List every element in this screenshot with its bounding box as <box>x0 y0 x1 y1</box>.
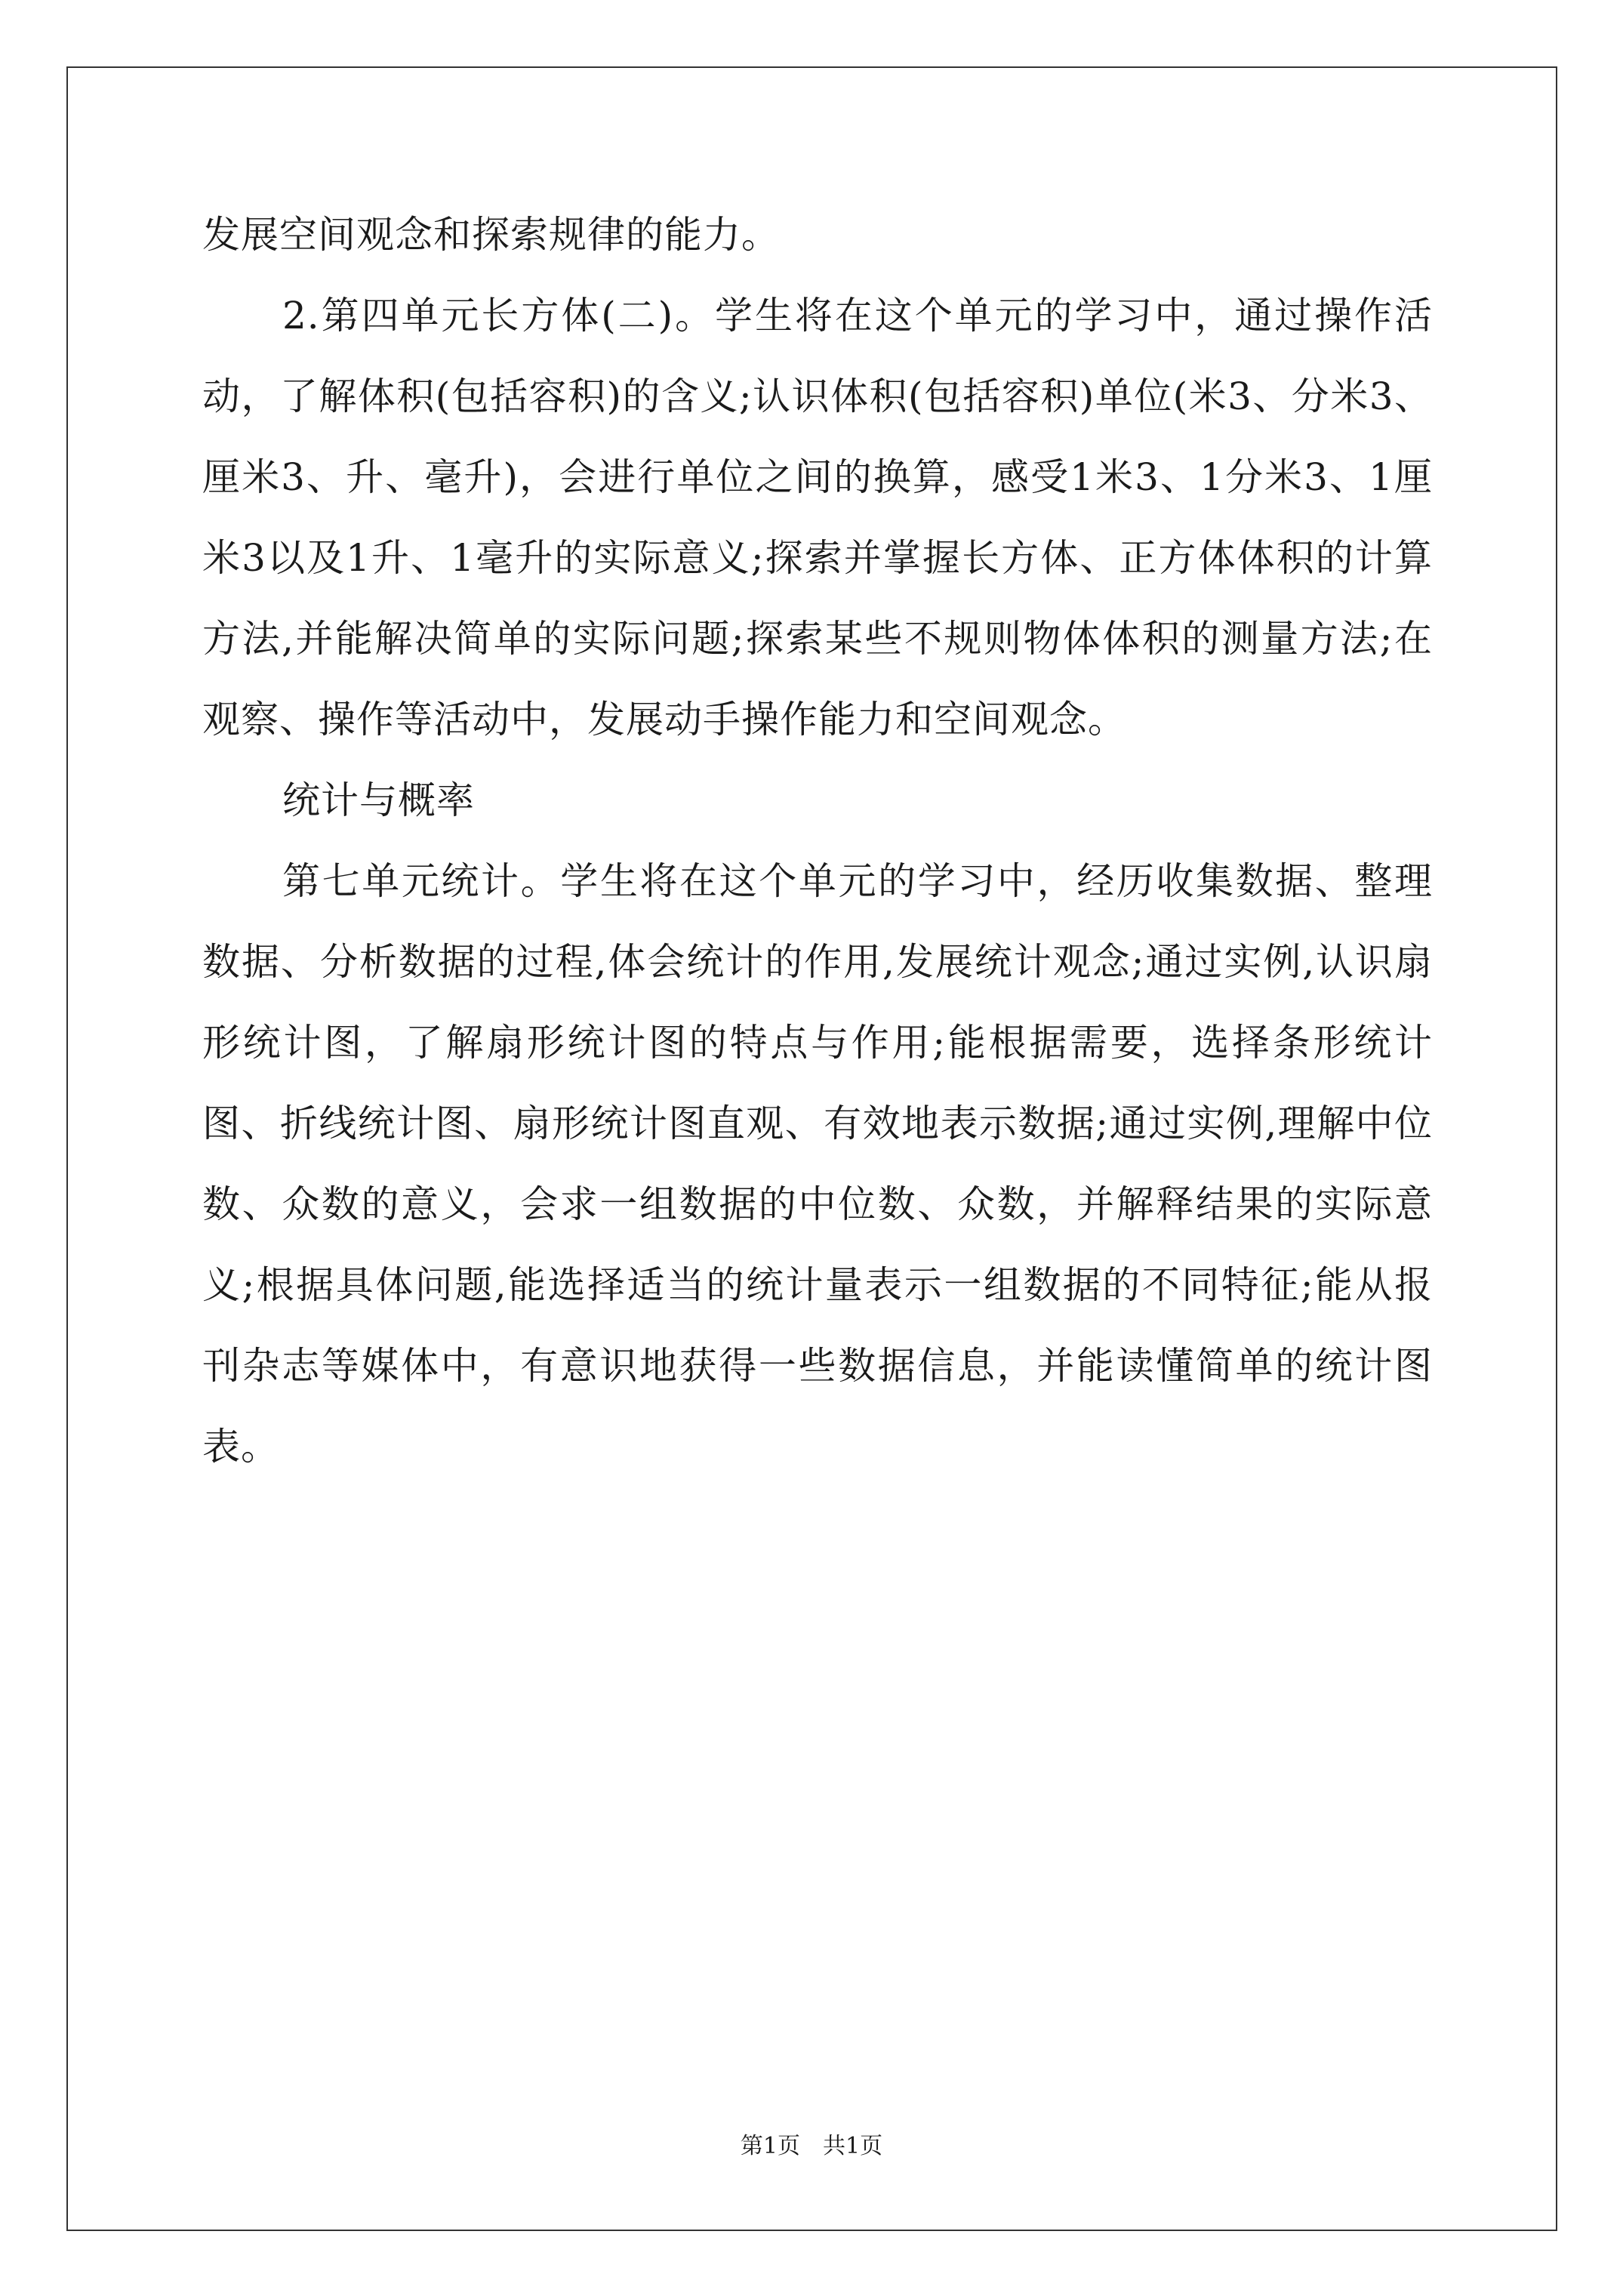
paragraph-intro-continuation: 发展空间观念和探索规律的能力。 <box>202 213 780 257</box>
document-body <box>202 195 1433 1487</box>
page-number-footer: 第1页 共1页 <box>740 2133 883 2159</box>
paragraph-unit-seven: 第七单元统计。学生将在这个单元的学习中，经历收集数据、整理数据、分析数据的过程,体会统计的作用,发展统计观念;通过实例,认识扇形统计图，了解扇形统计图的特点与作用;能根据需要，选择条形统计图、折线统计图、扇形统计图直观、有效地表示数据;通过实例,理解中位数、众数的意义，会求一组数据的中位数、众数，并解释结果的实际意义;根据具体问题,能选择适当的统计量表示一组数据的不同特征;能从报刊杂志等媒体中，有意识地获得一些数据信息，并能读懂简单的统计图表。 <box>202 859 1433 1469</box>
section-heading-statistics: 统计与概率 <box>282 778 475 822</box>
paragraph-unit-four: 2.第四单元长方体(二)。学生将在这个单元的学习中，通过操作活动，了解体积(包括容积)的含义;认识体积(包括容积)单位(米3、分米3、厘米3、升、毫升)，会进行单位之间的换算，感受1米3、1分米3、1厘米3以及1升、1毫升的实际意义;探索并掌握长方体、正方体体积的计算方法,并能解决简单的实际问题;探索某些不规则物体体积的测量方法;在观察、操作等活动中，发展动手操作能力和空间观念。 <box>202 294 1433 741</box>
